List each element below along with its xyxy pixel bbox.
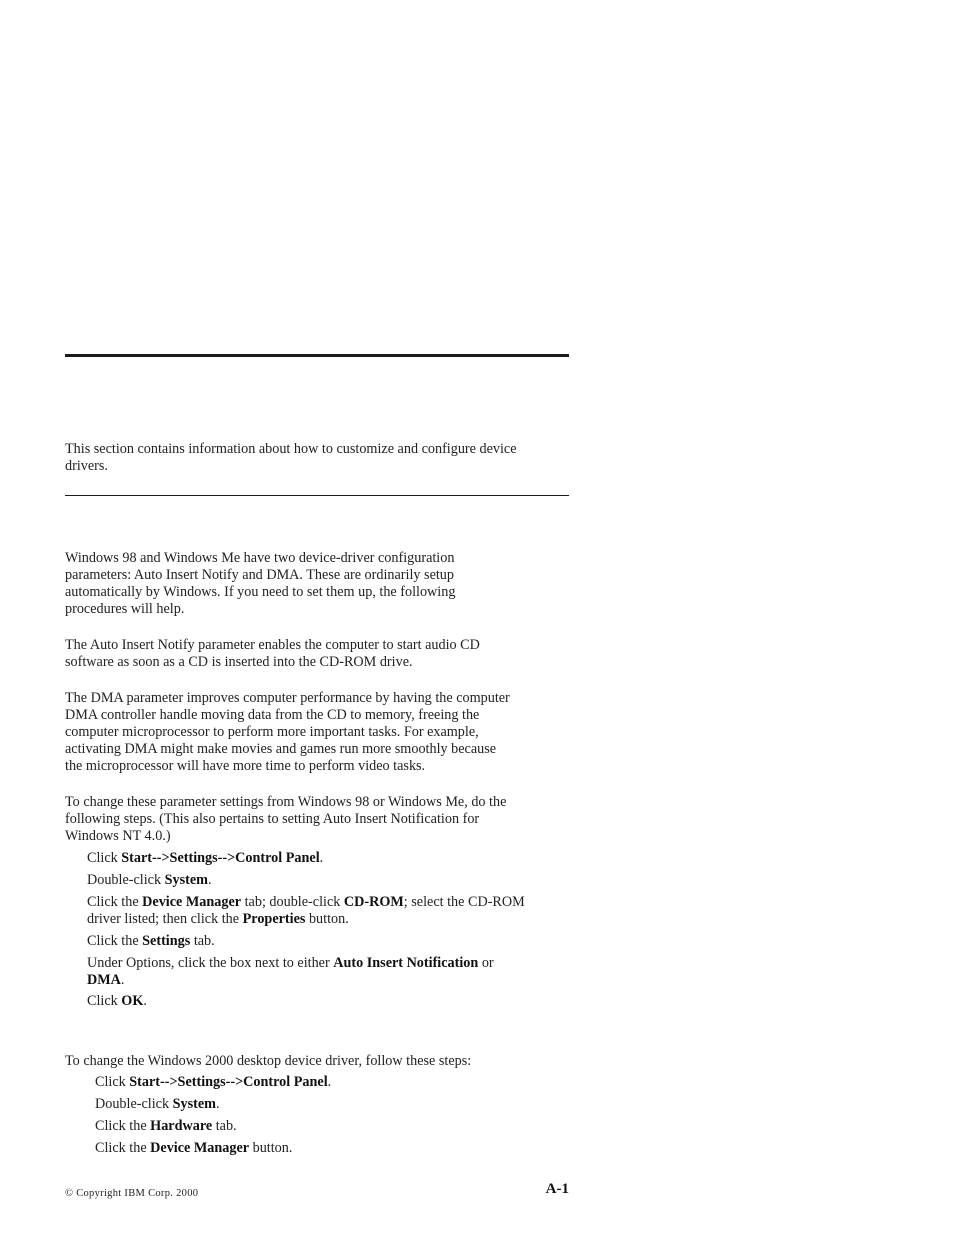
intro-paragraph: This section contains information about how to customize and configure device drivers. [65, 441, 517, 474]
chapter-rule [65, 354, 569, 357]
win98-step-5: Under Options, click the box next to either Auto Insert Notification or DMA. [87, 955, 494, 988]
win98-step-1: Click Start-->Settings-->Control Panel. [87, 850, 324, 866]
copyright-notice: © Copyright IBM Corp. 2000 [65, 1188, 199, 1199]
win2000-step-1: Click Start-->Settings-->Control Panel. [95, 1074, 332, 1090]
win2000-step-3: Click the Hardware tab. [95, 1118, 237, 1134]
page-number: A-1 [545, 1181, 569, 1197]
win98-overview-paragraph: Windows 98 and Windows Me have two device-driver configuration parameters: Auto Insert Notify and DMA. These are ordinarily setup automatically by Windows. If you need to set them up, the following procedures will help. [65, 550, 456, 617]
dma-paragraph: The DMA parameter improves computer performance by having the computer DMA controller handle moving data from the CD to memory, freeing the computer microprocessor to perform more important tasks. For example, activating DMA might make movies and games run more smoothly because the microprocessor will have more time to perform video tasks. [65, 690, 510, 774]
win2000-steps-intro: To change the Windows 2000 desktop device driver, follow these steps: [65, 1053, 472, 1069]
win98-steps-intro: To change these parameter settings from Windows 98 or Windows Me, do the following steps. (This also pertains to setting Auto Insert Notification for Windows NT 4.0.) [65, 794, 507, 844]
section-rule [65, 495, 569, 496]
win2000-step-4: Click the Device Manager button. [95, 1140, 293, 1156]
win98-step-4: Click the Settings tab. [87, 933, 215, 949]
auto-insert-paragraph: The Auto Insert Notify parameter enables the computer to start audio CD software as soon as a CD is inserted into the CD-ROM drive. [65, 637, 480, 670]
win98-step-2: Double-click System. [87, 872, 212, 888]
win98-step-3: Click the Device Manager tab; double-click CD-ROM; select the CD-ROM driver listed; then click the Properties button. [87, 894, 525, 927]
win98-step-6: Click OK. [87, 993, 147, 1009]
win2000-step-2: Double-click System. [95, 1096, 220, 1112]
